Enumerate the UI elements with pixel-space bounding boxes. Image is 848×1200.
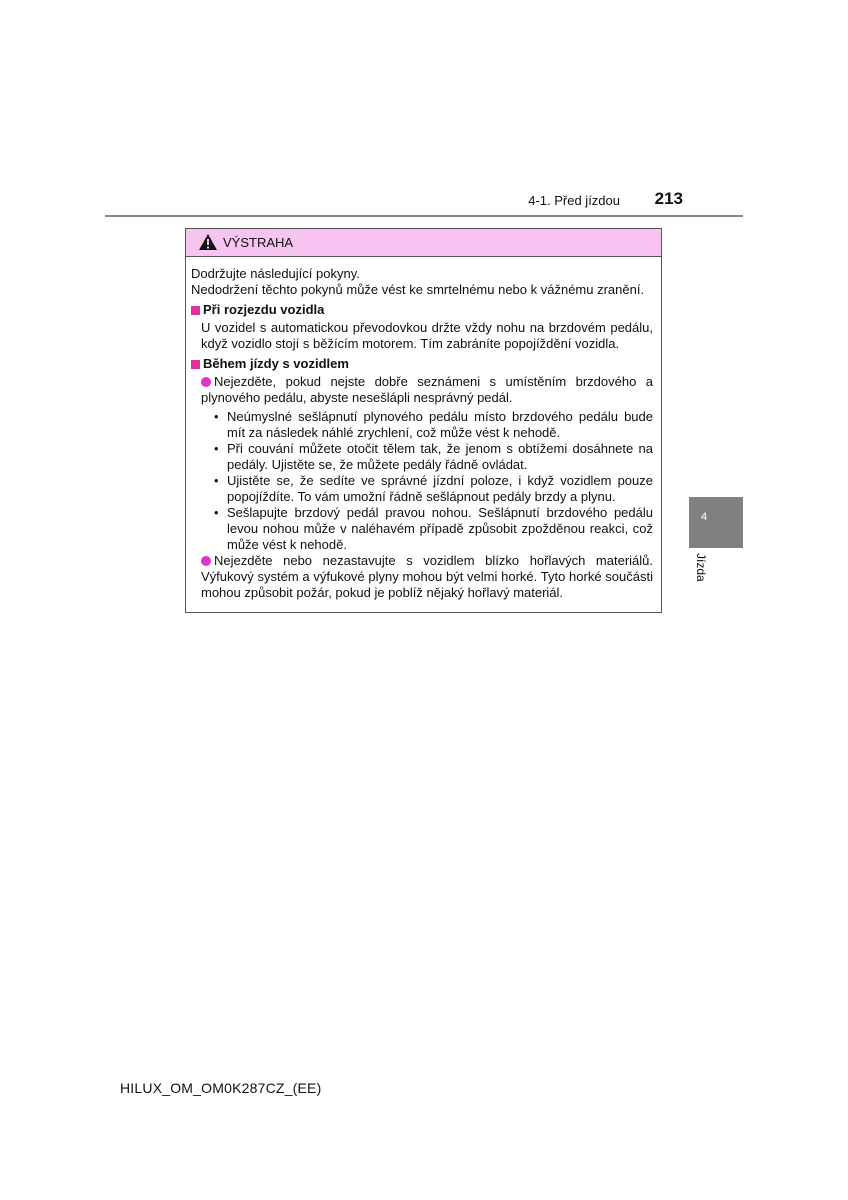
warning-box bbox=[185, 228, 662, 613]
warning-title: VÝSTRAHA bbox=[223, 235, 294, 250]
list-item bbox=[201, 374, 653, 406]
chapter-label: Jízda bbox=[694, 553, 708, 582]
dot-bullet-icon: • bbox=[214, 441, 219, 456]
chapter-number: 4 bbox=[701, 511, 708, 523]
section-title-text: Během jízdy s vozidlem bbox=[203, 356, 349, 371]
warning-triangle-icon bbox=[198, 233, 218, 251]
circle-bullet-icon bbox=[201, 556, 211, 566]
list-item-text: Nejezděte nebo nezastavujte s vozidlem blízko hořlavých materiálů. Výfukový systém a výfukové plyny mohou být velmi horké. Tyto horké součásti mohou způsobit požár, pokud je poblíž nějaký hořlavý materiál. bbox=[201, 553, 653, 600]
sub-list-item-text: Při couvání můžete otočit tělem tak, že jenom s obtížemi dosáhnete na pedály. Ujistěte se, že můžete pedály řádně ovládat. bbox=[227, 441, 653, 472]
header-rule bbox=[105, 215, 743, 217]
square-bullet-icon bbox=[191, 360, 200, 369]
section-title-start bbox=[191, 302, 324, 318]
sub-list-item-text: Ujistěte se, že sedíte ve správné jízdní poloze, i když vozidlem pouze popojíždíte. To vám umožní řádně sešlápnout pedály brzdy a plynu. bbox=[227, 473, 653, 504]
sub-list-item bbox=[214, 409, 653, 441]
chapter-tab bbox=[689, 497, 743, 548]
warning-header bbox=[186, 229, 661, 257]
square-bullet-icon bbox=[191, 306, 200, 315]
list-item-text: Nejezděte, pokud nejste dobře seznámeni s umístěním brzdového a plynového pedálu, abyste nesešlápli nesprávný pedál. bbox=[201, 374, 653, 405]
dot-bullet-icon: • bbox=[214, 505, 219, 520]
footer-code: HILUX_OM_OM0K287CZ_(EE) bbox=[120, 1080, 322, 1096]
section-paragraph: U vozidel s automatickou převodovkou držte vždy nohu na brzdovém pedálu, když vozidlo stojí s běžícím motorem. Tím zabráníte popojíždění vozidla. bbox=[201, 320, 653, 351]
intro-text bbox=[191, 266, 653, 298]
page-number: 213 bbox=[654, 189, 683, 208]
header-section-title: 4-1. Před jízdou bbox=[528, 193, 620, 208]
sub-list-item bbox=[214, 473, 653, 505]
intro-line: Nedodržení těchto pokynů může vést ke smrtelnému nebo k vážnému zranění. bbox=[191, 282, 645, 297]
circle-bullet-icon bbox=[201, 377, 211, 387]
sub-list-item-text: Sešlapujte brzdový pedál pravou nohou. Sešlápnutí brzdového pedálu levou nohou může v naléhavém případě způsobit zpožděnou reakci, což může vést k nehodě. bbox=[227, 505, 653, 552]
list-item bbox=[201, 553, 653, 601]
dot-bullet-icon: • bbox=[214, 473, 219, 488]
dot-bullet-icon: • bbox=[214, 409, 219, 424]
sub-list-item bbox=[214, 441, 653, 473]
section-title-text: Při rozjezdu vozidla bbox=[203, 302, 325, 317]
intro-line: Dodržujte následující pokyny. bbox=[191, 266, 360, 281]
section-title-driving bbox=[191, 356, 349, 372]
sub-list-item bbox=[214, 505, 653, 553]
sub-list-item-text: Neúmyslné sešlápnutí plynového pedálu místo brzdového pedálu bude mít za následek náhlé zrychlení, což může vést k nehodě. bbox=[227, 409, 653, 440]
